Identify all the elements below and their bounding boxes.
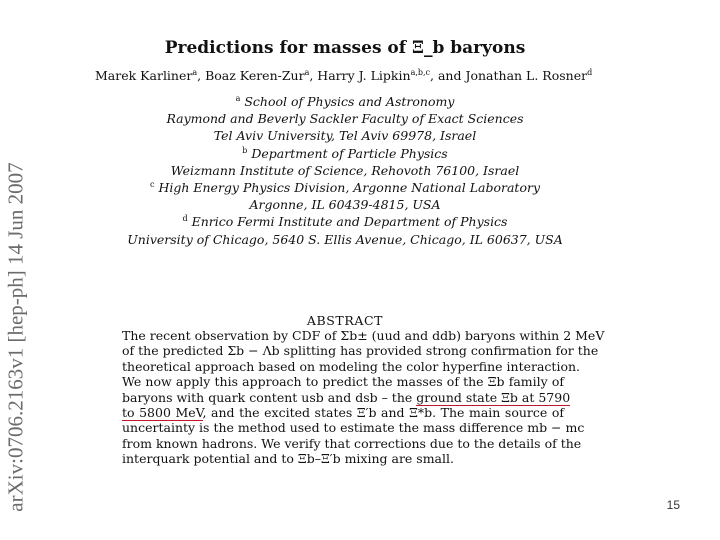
affiliation-line: $^b$ Department of Particle Physics bbox=[242, 145, 448, 161]
affiliations bbox=[120, 93, 570, 248]
author-name: Marek Karliner bbox=[95, 68, 193, 83]
page-number: 15 bbox=[666, 498, 680, 512]
affiliation-mark: c bbox=[149, 179, 155, 189]
affiliation-line: University of Chicago, 5640 S. Ellis Avenue, Chicago, IL 60637, USA bbox=[127, 231, 563, 247]
affiliation-mark: d bbox=[587, 67, 593, 77]
highlight-underline: ground state Ξb at 5790 bbox=[416, 389, 571, 405]
abstract-heading: ABSTRACT bbox=[306, 313, 384, 328]
abstract-line: uncertainty is the method used to estimate the mass difference mb − mc bbox=[122, 420, 585, 436]
arxiv-identifier bbox=[0, 152, 34, 522]
affiliation-line: Weizmann Institute of Science, Rehovoth 76100, Israel bbox=[170, 162, 520, 178]
affiliation-line: $^d$ Enrico Fermi Institute and Department of Physics bbox=[182, 214, 508, 230]
abstract-line: baryons with quark content usb and dsb – the ground state Ξb at 5790 bbox=[122, 389, 571, 405]
abstract-line: of the predicted Σb − Λb splitting has provided strong confirmation for the bbox=[122, 343, 599, 359]
affiliation-mark: b bbox=[242, 145, 248, 155]
affiliation-mark: a bbox=[304, 67, 310, 77]
abstract-line: interquark potential and to Ξb–Ξ′b mixing are small. bbox=[122, 451, 454, 467]
affiliation-mark: a bbox=[192, 67, 198, 77]
abstract-line: We now apply this approach to predict the masses of the Ξb family of bbox=[122, 374, 564, 390]
abstract-line: theoretical approach based on modeling the color hyperfine interaction. bbox=[122, 358, 580, 374]
abstract-body bbox=[122, 328, 605, 467]
author-name: , Harry J. Lipkin bbox=[309, 68, 411, 83]
affiliation-line: $^c$ High Energy Physics Division, Argonne National Laboratory bbox=[149, 179, 541, 196]
abstract-line: The recent observation by CDF of Σb± (uud and ddb) baryons within 2 MeV bbox=[122, 328, 605, 343]
affiliation-mark: d bbox=[182, 214, 188, 224]
author-name: , and Jonathan L. Rosner bbox=[430, 68, 588, 83]
affiliation-mark: a bbox=[235, 93, 241, 103]
affiliation-line: Tel Aviv University, Tel Aviv 69978, Israel bbox=[213, 128, 477, 144]
arxiv-id-text: arXiv:0706.2163v1 [hep-ph] 14 Jun 2007 bbox=[3, 162, 28, 512]
affiliation-line: Argonne, IL 60439-4815, USA bbox=[249, 197, 441, 213]
author-name: , Boaz Keren-Zur bbox=[197, 68, 305, 83]
abstract-line: from known hadrons. We verify that corrections due to the details of the bbox=[122, 435, 582, 451]
affiliation-line: $^a$ School of Physics and Astronomy bbox=[235, 93, 455, 109]
author-list bbox=[95, 68, 592, 83]
affiliation-mark: a,b,c bbox=[410, 67, 431, 77]
affiliation-line: Raymond and Beverly Sackler Faculty of Exact Sciences bbox=[166, 111, 524, 127]
highlight-underline: to 5800 MeV bbox=[122, 405, 203, 421]
abstract-line: to 5800 MeV, and the excited states Ξ′b and Ξ*b. The main source of bbox=[122, 405, 564, 421]
paper-title: Predictions for masses of Ξ_b baryons bbox=[164, 38, 526, 58]
